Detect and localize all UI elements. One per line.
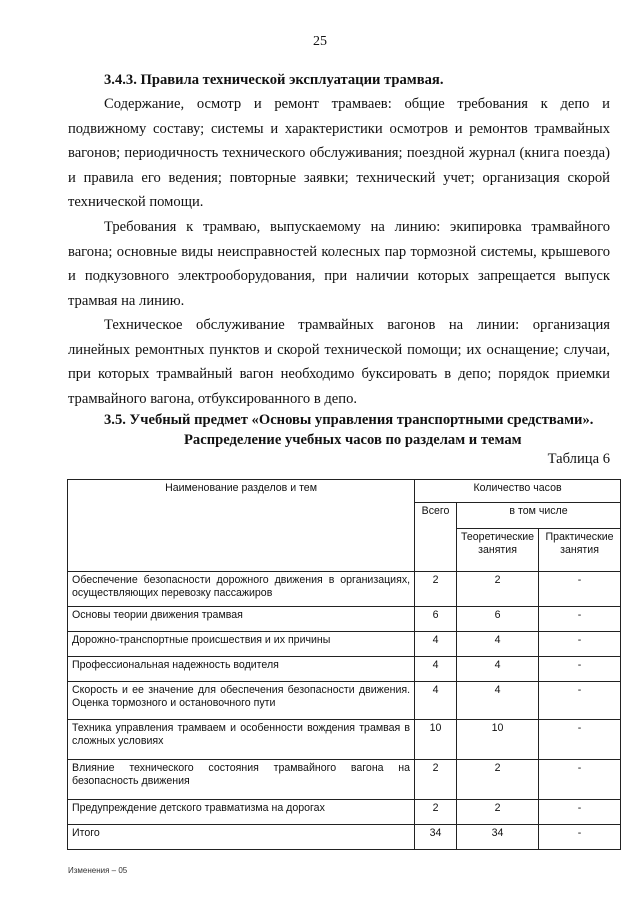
row-theory-hours: 4 (457, 657, 539, 682)
row-theory-hours: 2 (457, 572, 539, 607)
page-number: 25 (313, 34, 327, 49)
row-topic-name: Обеспечение безопасности дорожного движения в организациях, осуществляющих перевозку пассажиров (68, 572, 415, 607)
table-row (68, 632, 621, 657)
row-topic-name: Скорость и ее значение для обеспечения безопасности движения. Оценка тормозного и остановочного пути (68, 682, 415, 720)
row-total-hours: 2 (415, 760, 457, 800)
row-total-hours: 34 (415, 825, 457, 850)
row-practice-hours: - (539, 760, 621, 800)
row-total-hours: 4 (415, 657, 457, 682)
row-total-hours: 4 (415, 682, 457, 720)
table-row (68, 760, 621, 800)
table-row (68, 720, 621, 760)
row-practice-hours: - (539, 657, 621, 682)
row-topic-name: Дорожно-транспортные происшествия и их причины (68, 632, 415, 657)
row-total-hours: 2 (415, 572, 457, 607)
section-3-5-title: 3.5. Учебный предмет «Основы управления транспортными средствами». (104, 412, 594, 428)
table-row-total (68, 825, 621, 850)
paragraph-maintenance: Содержание, осмотр и ремонт трамваев: общие требования к депо и подвижному составу; системы и характеристики осмотров и ремонтов трамвайных вагонов; периодичность технического обслуживания; поездной журнал (книга поезда) и правила его ведения; повторные заявки; технический учет; организация скорой технической помощи. (68, 96, 610, 211)
row-topic-name: Профессиональная надежность водителя (68, 657, 415, 682)
row-practice-hours: - (539, 682, 621, 720)
row-theory-hours: 4 (457, 682, 539, 720)
row-topic-name: Основы теории движения трамвая (68, 607, 415, 632)
row-theory-hours: 34 (457, 825, 539, 850)
row-practice-hours: - (539, 800, 621, 825)
row-topic-name: Предупреждение детского травматизма на дорогах (68, 800, 415, 825)
table-row (68, 572, 621, 607)
hours-table (67, 479, 621, 850)
row-theory-hours: 4 (457, 632, 539, 657)
paragraph-line-service: Техническое обслуживание трамвайных вагонов на линии: организация линейных ремонтных пунктов и скорой технической помощи; их оснащение; случаи, при которых трамвайный вагон необходимо буксировать в депо; порядок приемки трамвайного вагона, отбуксированного в депо. (68, 317, 610, 407)
header-hours-quantity: Количество часов (415, 480, 621, 503)
row-theory-hours: 6 (457, 607, 539, 632)
table-row (68, 607, 621, 632)
row-total-hours: 4 (415, 632, 457, 657)
row-topic-name: Техника управления трамваем и особенности вождения трамвая в сложных условиях (68, 720, 415, 760)
header-section-name: Наименование разделов и тем (68, 480, 415, 572)
table-row (68, 657, 621, 682)
table-subtitle: Распределение учебных часов по разделам и темам (184, 432, 522, 448)
header-including: в том числе (457, 503, 621, 529)
section-3-4-3-title: 3.4.3. Правила технической эксплуатации трамвая. (104, 72, 444, 88)
row-theory-hours: 2 (457, 760, 539, 800)
row-practice-hours: - (539, 825, 621, 850)
header-total: Всего (415, 503, 457, 572)
row-total-hours: 2 (415, 800, 457, 825)
row-theory-hours: 2 (457, 800, 539, 825)
header-theoretical: Теоретические занятия (457, 529, 539, 572)
table-caption: Таблица 6 (547, 451, 610, 467)
row-practice-hours: - (539, 632, 621, 657)
row-topic-name: Итого (68, 825, 415, 850)
table-row (68, 800, 621, 825)
table-row (68, 682, 621, 720)
row-theory-hours: 10 (457, 720, 539, 760)
row-practice-hours: - (539, 572, 621, 607)
paragraph-requirements: Требования к трамваю, выпускаемому на линию: экипировка трамвайного вагона; основные виды неисправностей колесных пар тормозной системы, крышевого и подкузовного электрооборудования, при наличии которых запрещается выпуск трамвая на линию. (68, 219, 610, 309)
row-topic-name: Влияние технического состояния трамвайного вагона на безопасность движения (68, 760, 415, 800)
row-practice-hours: - (539, 607, 621, 632)
row-practice-hours: - (539, 720, 621, 760)
header-practical: Практические занятия (539, 529, 621, 572)
row-total-hours: 6 (415, 607, 457, 632)
footer-revision-note: Изменения – 05 (68, 866, 128, 875)
row-total-hours: 10 (415, 720, 457, 760)
